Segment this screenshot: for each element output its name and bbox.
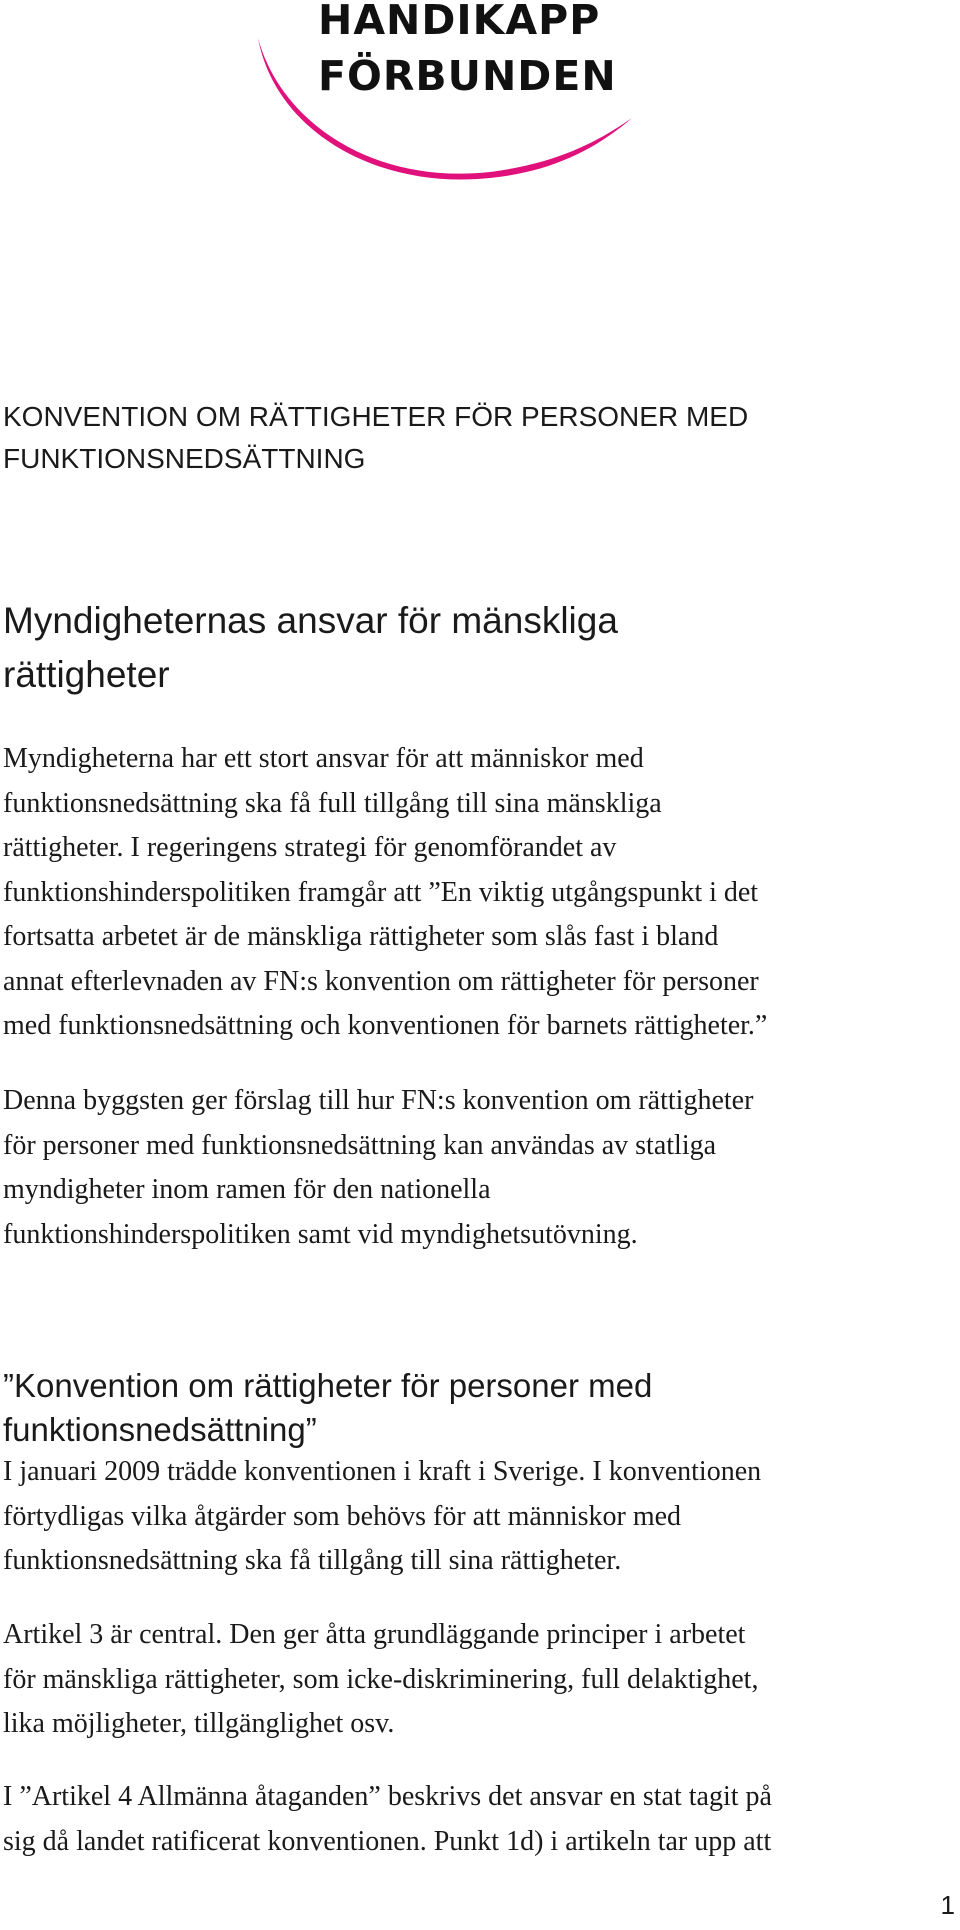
paragraph-convention-in-force: I januari 2009 trädde konventionen i kraft i Sverige. I konventionen förtydligas vilka åtgärder som behövs för att människor med funktionsnedsättning ska få tillgång till sina rättigheter. bbox=[3, 1456, 762, 1576]
paragraph-article-4: I ”Artikel 4 Allmänna åtaganden” beskrivs det ansvar en stat tagit på sig då landet ratificerat konventionen. Punkt 1d) i artikeln tar upp att bbox=[3, 1781, 772, 1857]
document-title: KONVENTION OM RÄTTIGHETER FÖR PERSONER MED FUNKTIONSNEDSÄTTNING bbox=[3, 401, 749, 474]
logo-text-line2: FÖRBUNDEN bbox=[318, 52, 617, 100]
section-heading-convention: ”Konvention om rättigheter för personer med funktionsnedsättning” bbox=[3, 1367, 653, 1448]
paragraph-authorities-responsibility: Myndigheterna har ett stort ansvar för att människor med funktionsnedsättning ska få full tillgång till sina mänskliga rättigheter. I regeringens strategi för genomförandet av funktionshinderspolitiken framgår att ”En viktig utgångspunkt i det fortsatta arbetet är de mänskliga rättigheter som slås fast i bland annat efterlevnaden av FN:s konvention om rättigheter för personer med funktionsnedsättning och konventionen för barnets rättigheter.” bbox=[3, 743, 768, 1041]
logo-text-line1: HANDIKAPP bbox=[318, 0, 601, 44]
page-number: 1 bbox=[940, 1890, 955, 1920]
section-heading-authorities: Myndigheternas ansvar för mänskliga rättigheter bbox=[3, 600, 618, 695]
paragraph-article-3: Artikel 3 är central. Den ger åtta grundläggande principer i arbetet för mänskliga rättigheter, som icke-diskriminering, full delaktighet, lika möjligheter, tillgänglighet osv. bbox=[3, 1619, 759, 1739]
handikappforbunden-logo bbox=[250, 0, 670, 190]
paragraph-building-block: Denna byggsten ger förslag till hur FN:s konvention om rättigheter för personer med funktionsnedsättning kan användas av statliga myndigheter inom ramen för den nationella funktionshinderspolitiken samt vid myndighetsutövning. bbox=[3, 1085, 754, 1250]
